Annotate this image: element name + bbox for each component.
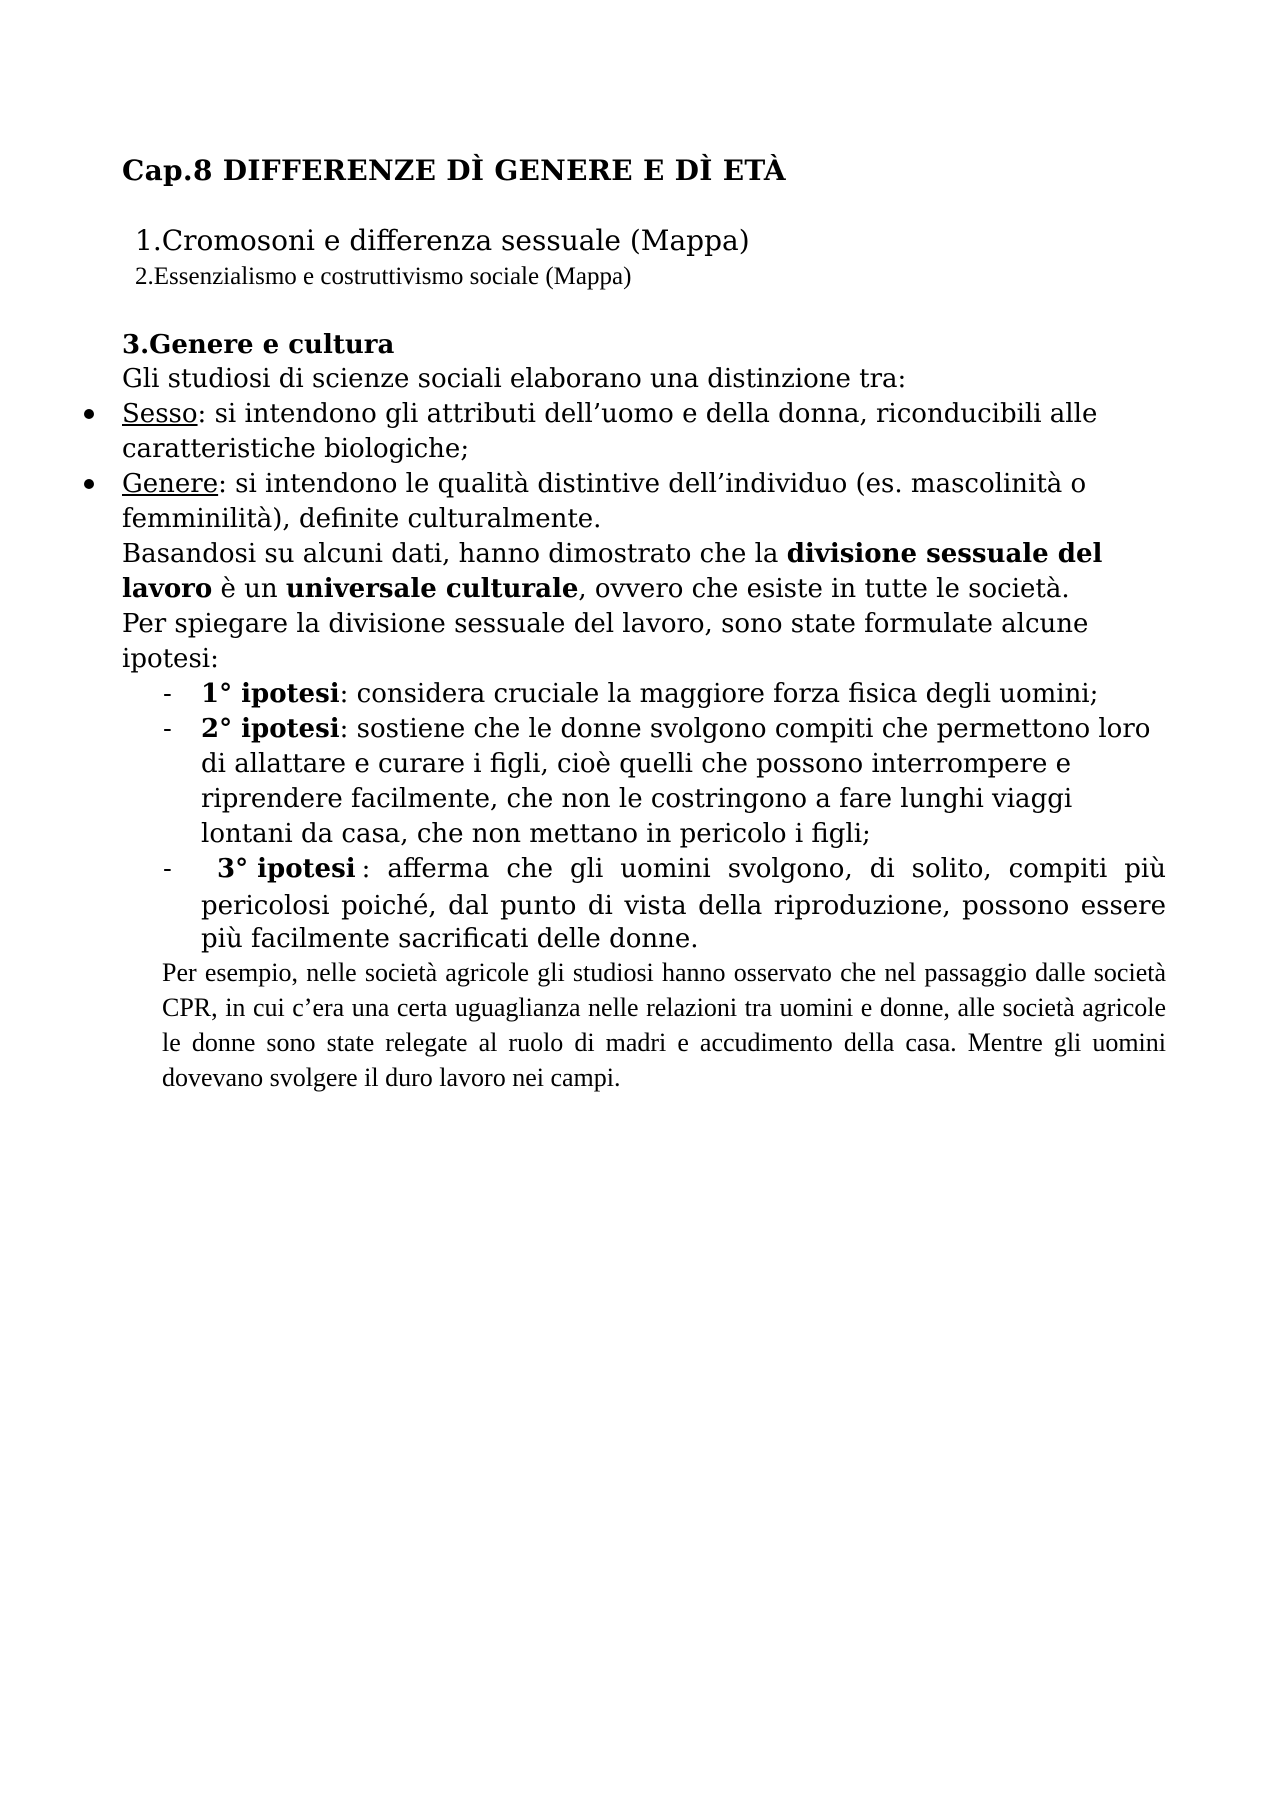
para1-text: , ovvero che esiste in tutte le società. (578, 574, 1070, 604)
dash-marker: - (163, 679, 172, 709)
hypothesis-2-line2: di allattare e curare i figli, cioè quelli che possono interrompere e (201, 749, 1072, 779)
hypothesis-text: : considera cruciale la maggiore forza fisica degli uomini; (339, 679, 1099, 709)
hypothesis-label: 2° ipotesi (201, 714, 340, 744)
hypothesis-2-line1 (201, 714, 1150, 744)
para1-line2 (122, 574, 1070, 604)
para1-bold-lavoro: lavoro (122, 574, 213, 604)
para1-bold-universale: universale culturale (285, 574, 579, 604)
hypothesis-text: : afferma che gli uomini svolgono, di solito, compiti più (361, 854, 1166, 884)
bullet-genere-line1 (122, 469, 1086, 499)
page-title: Cap.8 DIFFERENZE DÌ GENERE E DÌ ETÀ (122, 154, 786, 187)
hypothesis-label: 1° ipotesi (201, 679, 340, 709)
para1-text: Basandosi su alcuni dati, hanno dimostrato che la (122, 539, 787, 569)
para1-text: è un (212, 574, 286, 604)
hypothesis-text: : sostiene che le donne svolgono compiti che permettono loro (339, 714, 1151, 744)
para2-line1: Per spiegare la divisione sessuale del lavoro, sono state formulate alcune (122, 609, 1089, 639)
bullet-term-genere: Genere (122, 469, 219, 499)
bullet-icon (84, 479, 94, 489)
toc-item-2: 2.Essenzialismo e costruttivismo sociale (Mappa) (135, 263, 632, 290)
section-title: 3.Genere e cultura (122, 330, 395, 360)
bullet-icon (84, 409, 94, 419)
intro-text: Gli studiosi di scienze sociali elaborano una distinzione tra: (122, 364, 907, 394)
dash-marker: - (163, 714, 172, 744)
para1-line1 (122, 539, 1102, 569)
para1-bold-division: divisione sessuale del (786, 539, 1103, 569)
bullet-sesso-line1 (122, 399, 1097, 429)
bullet-term-sesso: Sesso (122, 399, 198, 429)
hypothesis-1 (201, 679, 1098, 709)
hypothesis-2-line4: lontani da casa, che non mettano in pericolo i figli; (201, 819, 871, 849)
bullet-sesso-line2: caratteristiche biologiche; (122, 434, 470, 464)
hypothesis-3-line1 (217, 854, 1166, 884)
hypothesis-label: 3° ipotesi (217, 854, 356, 884)
hypothesis-2-line3: riprendere facilmente, che non le costringono a fare lunghi viaggi (201, 784, 1073, 814)
bullet-genere-line2: femminilità), definite culturalmente. (122, 504, 602, 534)
bullet-text: : si intendono gli attributi dell’uomo e della donna, riconducibili alle (197, 399, 1098, 429)
toc-item-1: 1.Cromosoni e differenza sessuale (Mappa) (135, 224, 750, 257)
hypothesis-3-line2: pericolosi poiché, dal punto di vista della riproduzione, possono essere (201, 891, 1166, 921)
final-paragraph: Per esempio, nelle società agricole gli studiosi hanno osservato che nel passaggio dalle società CPR, in cui c’era una certa uguaglianza nelle relazioni tra uomini e donne, alle società agricole le donne sono state relegate al ruolo di madri e accudimento della casa. Mentre gli uomini dovevano svolgere il duro lavoro nei campi. (162, 958, 1166, 1092)
bullet-text: : si intendono le qualità distintive dell’individuo (es. mascolinità o (218, 469, 1087, 499)
dash-marker: - (163, 854, 172, 884)
hypothesis-3-line3: più facilmente sacrificati delle donne. (201, 924, 699, 954)
para2-line2: ipotesi: (122, 644, 219, 674)
